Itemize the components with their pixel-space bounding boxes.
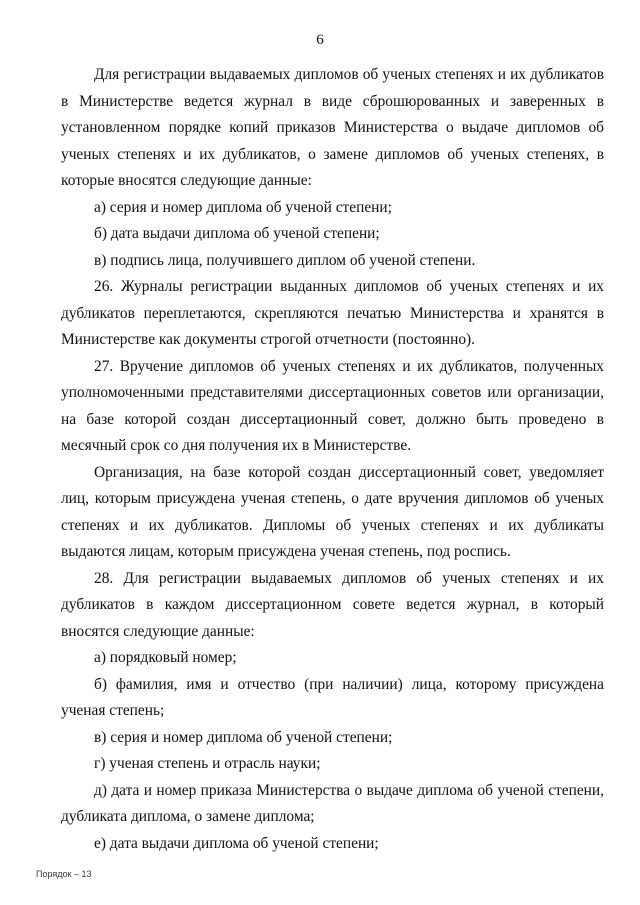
page-footer: Порядок – 13 bbox=[36, 869, 92, 879]
paragraph-28: 28. Для регистрации выдаваемых дипломов об ученых степенях и их дубликатов в каждом диссертационном совете ведется журнал, в который вносятся следующие данные: bbox=[61, 569, 604, 640]
list-item-b: б) дата выдачи диплома об ученой степени; bbox=[94, 225, 380, 242]
list-item-a: а) серия и номер диплома об ученой степени; bbox=[94, 198, 392, 216]
paragraph-27: 27. Вручение дипломов об ученых степенях и их дубликатов, полученных уполномоченными представителями диссертационных советов или организации, на базе которой создан диссертационный совет, должно быть проведено в месячный срок со дня получения их в Министерстве. bbox=[61, 357, 604, 454]
list-item-g: г) ученая степень и отрасль науки; bbox=[94, 755, 321, 772]
paragraph-organization: Организация, на базе которой создан диссертационный совет, уведомляет лиц, которым присуждена ученая степень, о дате вручения дипломов об ученых степенях и их дубликатов. Дипломы об ученых степенях и их дубликаты выдаются лицам, которым присуждена ученая степень, под роспись. bbox=[61, 463, 604, 560]
list-item-b-2: б) фамилия, имя и отчество (при наличии) лица, которому присуждена ученая степень; bbox=[61, 675, 604, 719]
list-item-v-2: в) серия и номер диплома об ученой степени; bbox=[94, 728, 393, 746]
paragraph-registration-intro: Для регистрации выдаваемых дипломов об ученых степенях и их дубликатов в Министерстве ведется журнал в виде сброшюрованных и заверенных в установленном порядке копий приказов Министерства о выдаче дипломов об ученых степенях и их дубликатов, о замене дипломов об ученых степенях, в которые вносятся следующие данные: bbox=[61, 66, 604, 189]
list-item-a-2: а) порядковый номер; bbox=[94, 649, 237, 666]
document-body bbox=[61, 62, 604, 857]
list-item-e: е) дата выдачи диплома об ученой степени; bbox=[94, 834, 379, 852]
page-number: 6 bbox=[316, 32, 324, 48]
list-item-v: в) подпись лица, получившего диплом об ученой степени. bbox=[94, 251, 476, 269]
list-item-d: д) дата и номер приказа Министерства о выдаче диплома об ученой степени, дубликата диплома, о замене диплома; bbox=[61, 781, 604, 825]
paragraph-26: 26. Журналы регистрации выданных дипломов об ученых степенях и их дубликатов переплетаются, скрепляются печатью Министерства и хранятся в Министерстве как документы строгой отчетности (постоянно). bbox=[61, 278, 604, 348]
